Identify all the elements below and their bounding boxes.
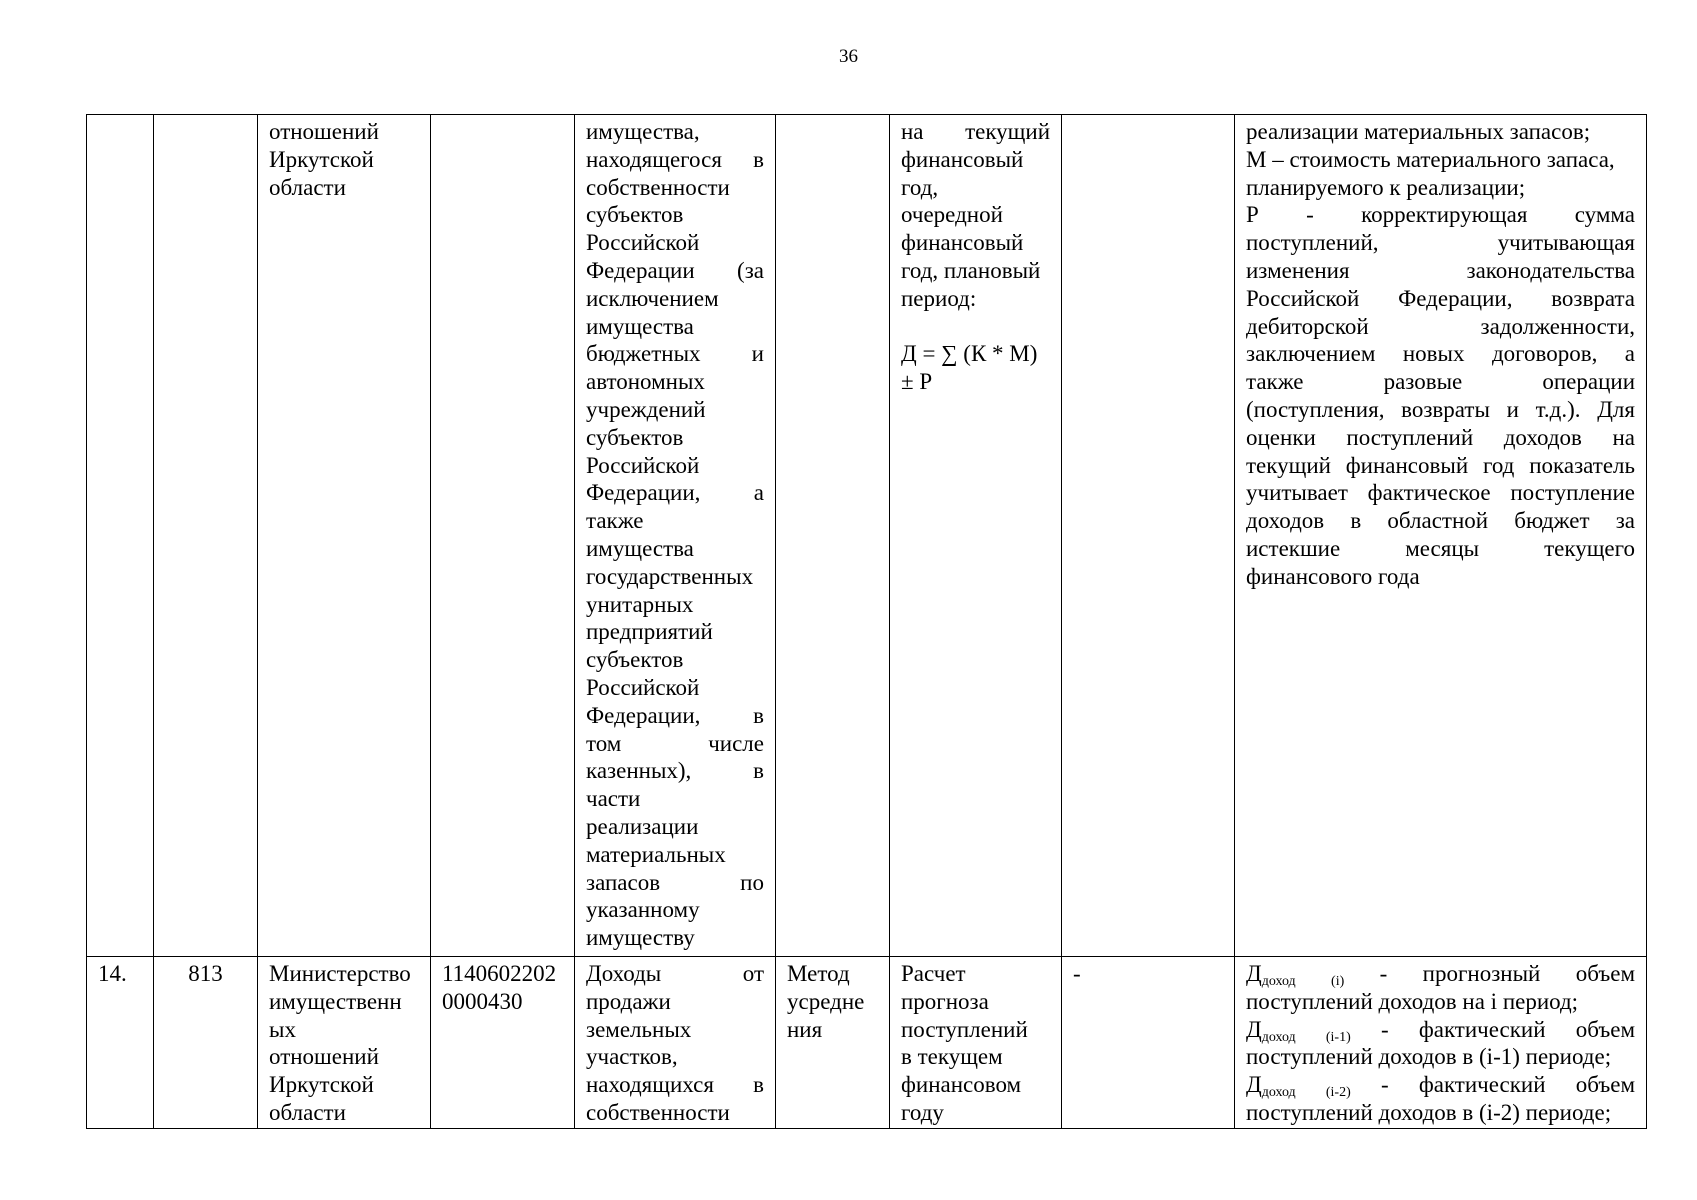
cell-method bbox=[776, 115, 890, 957]
description-line: М – стоимость материального запаса, bbox=[1246, 146, 1615, 172]
variable-subscript: доход bbox=[1261, 1085, 1296, 1101]
cell-number: 14. bbox=[87, 957, 154, 1129]
cell-number bbox=[87, 115, 154, 957]
variable-subscript: доход bbox=[1261, 1029, 1296, 1045]
description-line bbox=[1246, 1016, 1635, 1044]
income-name-line: Федерации (за bbox=[586, 257, 764, 283]
cell-kbk bbox=[431, 957, 575, 1129]
variable-index: (i) bbox=[1331, 974, 1345, 989]
description-line: заключением новых договоров, а bbox=[1246, 341, 1635, 367]
income-name-line: находящегося в bbox=[586, 146, 764, 172]
formula-line: прогноза bbox=[901, 988, 989, 1014]
cell-administrator bbox=[258, 957, 431, 1129]
description-line: планируемого к реализации; bbox=[1246, 174, 1526, 200]
formula-line: на текущий bbox=[901, 119, 1050, 144]
administrator-line: области bbox=[269, 174, 346, 200]
formula-line: год, bbox=[901, 174, 939, 200]
description-line: Р - корректирующая сумма bbox=[1246, 202, 1635, 228]
income-name-line: субъектов bbox=[586, 202, 684, 228]
kbk-line: 0000430 bbox=[442, 988, 523, 1014]
formula-line: в текущем bbox=[901, 1044, 1003, 1070]
formula-line: поступлений bbox=[901, 1016, 1028, 1042]
cell-administrator bbox=[258, 115, 431, 957]
income-name-line: субъектов bbox=[586, 647, 684, 673]
cell-income-name bbox=[575, 115, 776, 957]
description-line: Российской Федерации, возврата bbox=[1246, 285, 1635, 311]
income-name-line: казенных), в bbox=[586, 758, 764, 784]
income-name-line: имущества bbox=[586, 535, 694, 561]
variable-definition: - фактический объем bbox=[1380, 1016, 1636, 1042]
cell-description bbox=[1235, 957, 1647, 1129]
spacer bbox=[901, 313, 1050, 341]
formula-expression-tail: ± Р bbox=[901, 369, 933, 395]
page-number: 36 bbox=[839, 46, 858, 67]
income-name-line: реализации bbox=[586, 813, 699, 839]
income-name-line: имущества bbox=[586, 313, 694, 339]
income-name-line: также bbox=[586, 508, 644, 534]
administrator-line: отношений bbox=[269, 119, 379, 144]
description-line: (поступления, возвраты и т.д.). Для bbox=[1246, 396, 1635, 422]
cell-code: 813 bbox=[154, 957, 258, 1129]
income-name-line: продажи bbox=[586, 988, 671, 1014]
kbk-line: 1140602202 bbox=[442, 961, 557, 986]
income-name-line: унитарных bbox=[586, 591, 694, 617]
variable-symbol: Д bbox=[1246, 961, 1262, 986]
income-name-line: Российской bbox=[586, 452, 700, 478]
table-row-continuation bbox=[87, 115, 1647, 957]
income-name-line: имущества, bbox=[586, 119, 700, 144]
table-row-14 bbox=[87, 957, 1647, 1129]
income-name-line: находящихся в bbox=[586, 1072, 764, 1098]
variable-subscript: доход bbox=[1261, 974, 1296, 989]
cell-algorithm: - bbox=[1062, 957, 1235, 1129]
cell-code bbox=[154, 115, 258, 957]
variable-symbol: Д bbox=[1246, 1016, 1262, 1042]
income-name-line: том числе bbox=[586, 730, 764, 756]
formula-line: финансовый bbox=[901, 230, 1024, 256]
income-name-line: автономных bbox=[586, 369, 705, 395]
income-name-line: Доходы от bbox=[586, 961, 764, 986]
income-name-line: земельных bbox=[586, 1016, 692, 1042]
formula-line: период: bbox=[901, 285, 977, 311]
cell-algorithm bbox=[1062, 115, 1235, 957]
income-name-line: имуществу bbox=[586, 925, 695, 951]
cell-income-name bbox=[575, 957, 776, 1129]
formula-line: финансовом bbox=[901, 1072, 1022, 1098]
formula-expression: Д = ∑ (К * М) bbox=[901, 341, 1038, 367]
description-line: поступлений, учитывающая bbox=[1246, 230, 1635, 256]
income-name-line: Российской bbox=[586, 230, 700, 256]
method-line: Метод bbox=[787, 961, 850, 986]
income-name-line: части bbox=[586, 786, 641, 812]
description-line: финансового года bbox=[1246, 563, 1420, 589]
description-line bbox=[1246, 960, 1635, 988]
description-line: поступлений доходов в (i-1) периоде; bbox=[1246, 1044, 1612, 1070]
administrator-line: имущественн bbox=[269, 988, 402, 1014]
variable-symbol: Д bbox=[1246, 1072, 1262, 1098]
income-name-line: запасов по bbox=[586, 869, 764, 895]
description-line: изменения законодательства bbox=[1246, 257, 1635, 283]
income-name-line: предприятий bbox=[586, 619, 713, 645]
variable-definition: - прогнозный объем bbox=[1379, 961, 1636, 986]
formula-line: финансовый bbox=[901, 146, 1024, 172]
description-line: оценки поступлений доходов на bbox=[1246, 424, 1635, 450]
income-table bbox=[86, 114, 1647, 1129]
income-name-line: Российской bbox=[586, 674, 700, 700]
variable-definition: - фактический объем bbox=[1380, 1072, 1636, 1098]
description-line: текущий финансовый год показатель bbox=[1246, 452, 1635, 478]
administrator-line: ых bbox=[269, 1016, 296, 1042]
description-line: поступлений доходов в (i-2) периоде; bbox=[1246, 1099, 1612, 1125]
income-name-line: материальных bbox=[586, 841, 726, 867]
income-name-line: исключением bbox=[586, 285, 719, 311]
income-name-line: учреждений bbox=[586, 396, 706, 422]
cell-kbk bbox=[431, 115, 575, 957]
administrator-line: области bbox=[269, 1099, 346, 1125]
income-name-line: Федерации, в bbox=[586, 702, 764, 728]
description-line: истекшие месяцы текущего bbox=[1246, 535, 1635, 561]
cell-formula bbox=[890, 957, 1062, 1129]
income-name-line: Федерации, а bbox=[586, 480, 764, 506]
formula-line: Расчет bbox=[901, 961, 966, 986]
method-line: усредне bbox=[787, 988, 865, 1014]
cell-description bbox=[1235, 115, 1647, 957]
description-line: также разовые операции bbox=[1246, 369, 1635, 395]
description-line: доходов в областной бюджет за bbox=[1246, 508, 1635, 534]
income-name-line: собственности bbox=[586, 1099, 730, 1125]
income-name-line: участков, bbox=[586, 1044, 678, 1070]
method-line: ния bbox=[787, 1016, 823, 1042]
administrator-line: отношений bbox=[269, 1044, 379, 1070]
administrator-line: Министерство bbox=[269, 961, 411, 986]
description-line: дебиторской задолженности, bbox=[1246, 313, 1635, 339]
income-name-line: государственных bbox=[586, 563, 754, 589]
variable-index: (i-2) bbox=[1325, 1085, 1351, 1101]
administrator-line: Иркутской bbox=[269, 1072, 374, 1098]
income-name-line: субъектов bbox=[586, 424, 684, 450]
cell-method bbox=[776, 957, 890, 1129]
description-line: учитывает фактическое поступление bbox=[1246, 480, 1635, 506]
description-line: поступлений доходов на i период; bbox=[1246, 988, 1579, 1014]
formula-line: год, плановый bbox=[901, 257, 1041, 283]
income-name-line: собственности bbox=[586, 174, 730, 200]
variable-index: (i-1) bbox=[1325, 1029, 1351, 1045]
description-line: реализации материальных запасов; bbox=[1246, 119, 1591, 144]
administrator-line: Иркутской bbox=[269, 146, 374, 172]
description-line bbox=[1246, 1071, 1635, 1099]
formula-line: году bbox=[901, 1099, 944, 1125]
income-name-line: указанному bbox=[586, 897, 700, 923]
income-name-line: бюджетных и bbox=[586, 341, 764, 367]
cell-formula bbox=[890, 115, 1062, 957]
formula-line: очередной bbox=[901, 202, 1003, 228]
